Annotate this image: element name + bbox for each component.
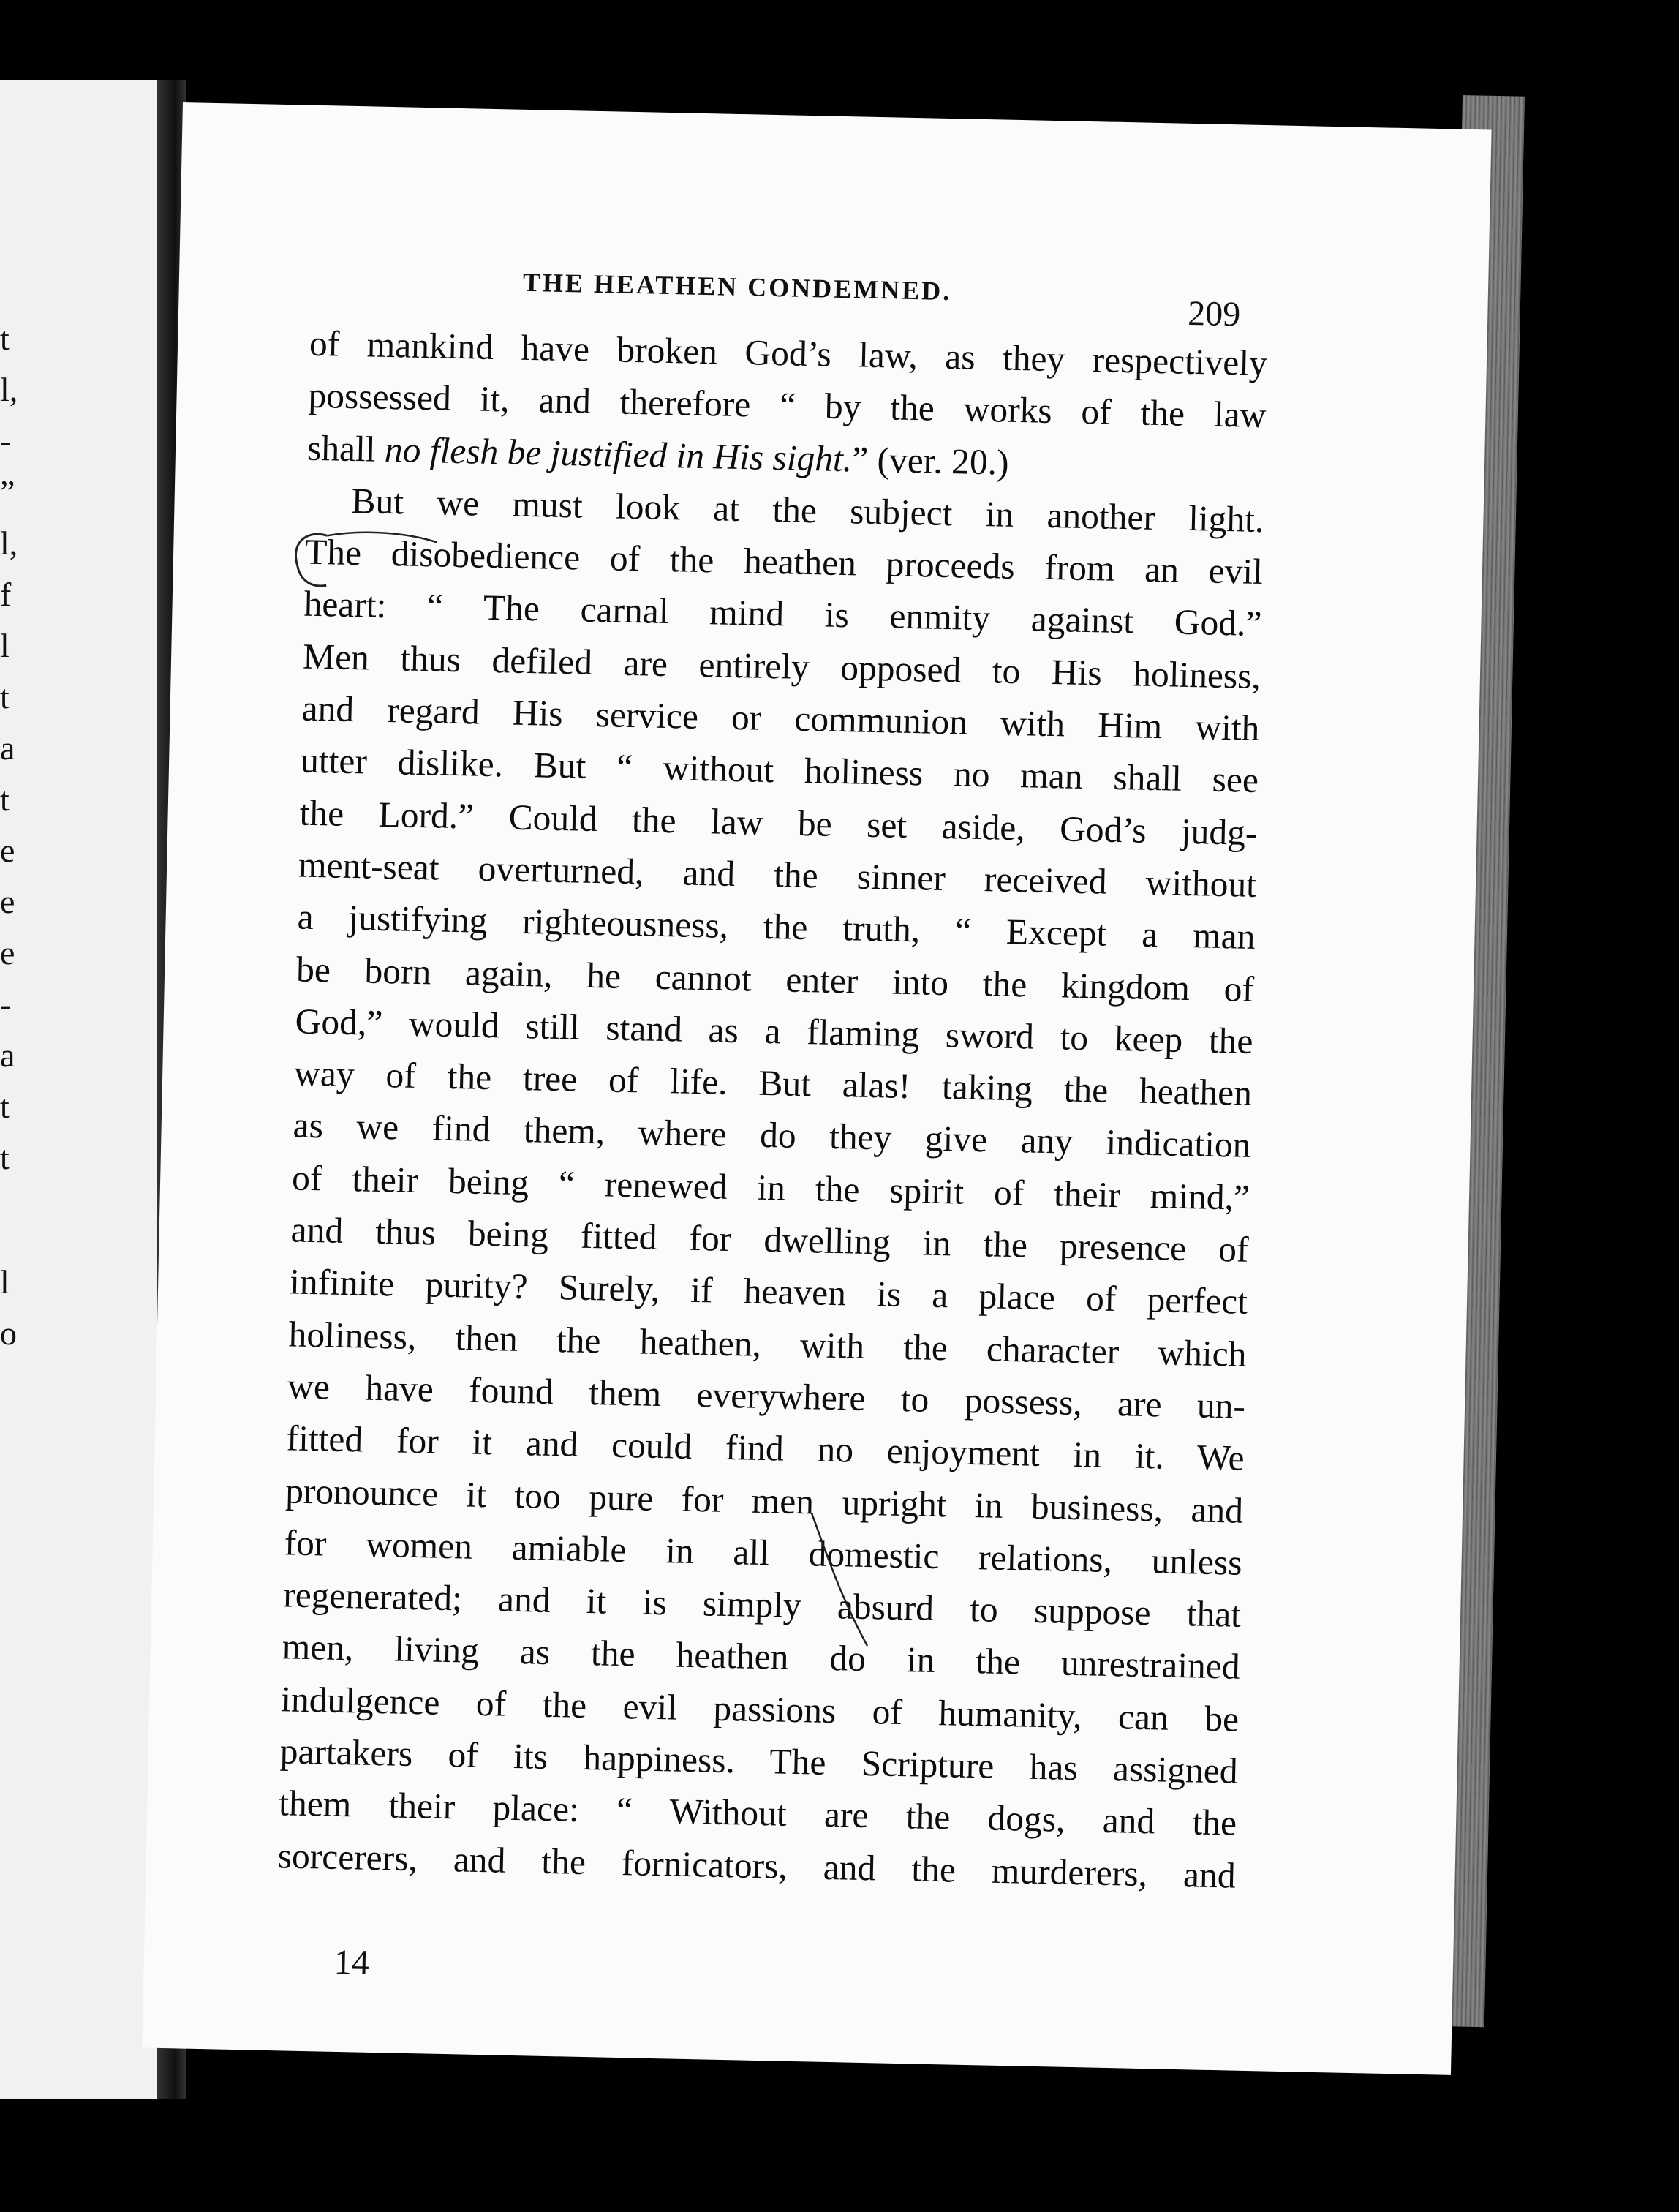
left-page-fragment: ”: [0, 473, 15, 511]
left-page-fragment: t: [0, 1088, 10, 1125]
text-line: heart: “ The carnal mind is enmity against God.”: [303, 584, 1262, 644]
left-page-fragment: -: [0, 422, 12, 459]
text-line: regenerated; and it is simply absurd to suppose that: [282, 1574, 1242, 1635]
left-page-fragment: l,: [0, 371, 18, 408]
text-line: for women amiable in all domestic relations, unless: [284, 1522, 1243, 1583]
text-line: a justifying righteousness, the truth, “ Except a man: [297, 896, 1256, 958]
left-page-fragment: t: [0, 780, 10, 818]
left-page-fragment: o: [0, 1314, 17, 1352]
text-line: we have found them everywhere to possess, are un-: [287, 1366, 1246, 1426]
left-page-fragment: -: [0, 985, 12, 1023]
previous-page-sliver: [0, 80, 172, 2099]
text-line: men, living as the heathen do in the unrestrained: [282, 1626, 1241, 1688]
left-page-fragment: l: [0, 1263, 10, 1301]
running-head: THE HEATHEN CONDEMNED.: [522, 267, 952, 306]
text-line: Men thus defiled are entirely opposed to His holiness,: [302, 636, 1261, 696]
left-page-fragment: t: [0, 320, 10, 357]
text-line: The disobedience of the heathen proceeds from an evil: [304, 531, 1264, 592]
text-line: of their being “ renewed in the spirit of their mind,”: [291, 1157, 1250, 1218]
text-line: possessed it, and therefore “ by the works of the law: [308, 375, 1267, 436]
text-line: be born again, he cannot enter into the kingdom of: [295, 949, 1255, 1009]
text-line: indulgence of the evil passions of humanity, can be: [280, 1679, 1240, 1739]
text-line: as we find them, where do they give any indication: [293, 1105, 1252, 1166]
text-line: pronounce it too pure for men upright in business, and: [284, 1470, 1244, 1531]
left-page-fragment: t: [0, 678, 10, 715]
left-page-fragment: e: [0, 934, 15, 971]
left-page-fragment: l: [0, 627, 10, 664]
text-segment: shall: [306, 427, 377, 470]
text-segment: ” (ver. 20.): [851, 438, 1010, 483]
text-line: and thus being fitted for dwelling in the presence of: [290, 1209, 1250, 1270]
text-line: infinite purity? Surely, if heaven is a place of perfect: [289, 1261, 1248, 1323]
text-line: But we must look at the subject in another light.: [351, 480, 1264, 540]
left-page-fragment: l,: [0, 524, 18, 562]
text-line: them their place: “ Without are the dogs, and the: [278, 1783, 1237, 1844]
left-page-fragment: a: [0, 729, 15, 767]
left-page-fragment: t: [0, 1139, 10, 1176]
left-page-fragment: e: [0, 883, 15, 920]
left-page-fragment: a: [0, 1037, 15, 1074]
left-page-fragment: e: [0, 832, 15, 869]
text-line: God,” would still stand as a flaming sword to keep the: [295, 1001, 1254, 1061]
text-line: utter dislike. But “ without holiness no man shall see: [300, 740, 1259, 801]
text-line: and regard His service or communion with Him with: [301, 688, 1260, 749]
page-body: [277, 317, 1268, 1902]
signature-mark: 14: [333, 1942, 370, 1982]
text-line: of mankind have broken God’s law, as they respectively: [309, 323, 1268, 384]
book-page: [142, 102, 1491, 2075]
text-line: the Lord.” Could the law be set aside, God’s judg-: [299, 792, 1258, 853]
italic-phrase: no flesh be justified in His sight.: [384, 429, 853, 479]
text-line: fitted for it and could find no enjoyment in it. We: [286, 1418, 1245, 1479]
left-page-fragment: f: [0, 576, 12, 613]
text-line: ment-seat overturned, and the sinner received without: [298, 844, 1257, 905]
page-number: 209: [1187, 293, 1241, 334]
text-line: holiness, then the heathen, with the character which: [288, 1314, 1248, 1374]
text-line: partakers of its happiness. The Scripture has assigned: [279, 1731, 1239, 1791]
text-line: way of the tree of life. But alas! taking the heathen: [293, 1053, 1253, 1114]
text-line: sorcerers, and the fornicators, and the murderers, and: [277, 1835, 1237, 1896]
